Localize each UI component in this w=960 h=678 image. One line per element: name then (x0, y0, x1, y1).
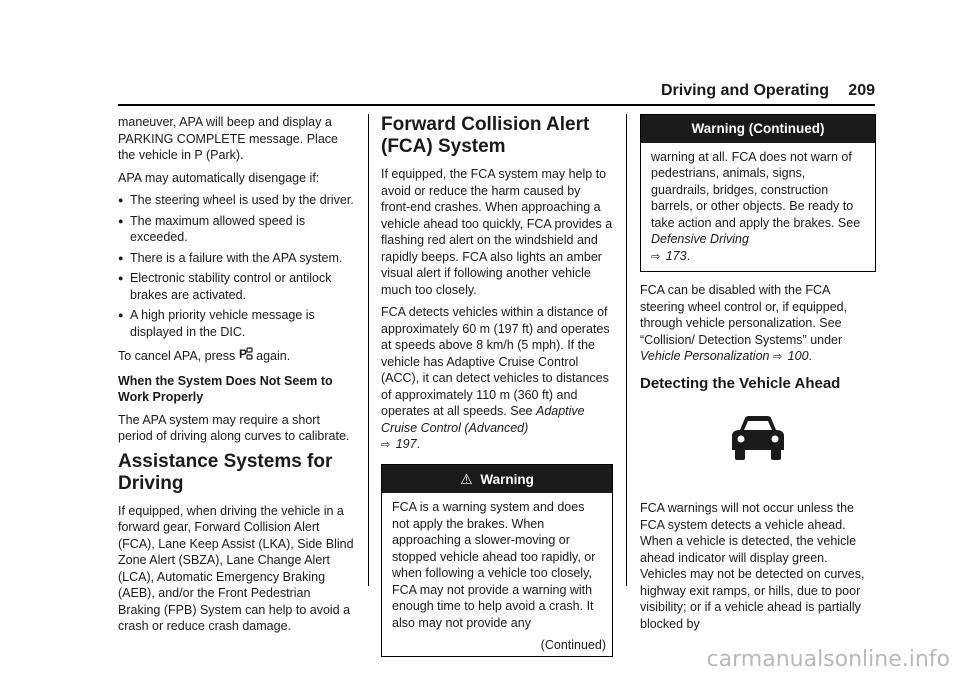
disengage-list (118, 192, 356, 340)
paragraph-text: FCA can be disabled with the FCA steering wheel control or, if equipped, through vehicle personalization. See “Collision/ Detection Systems” under (640, 283, 848, 347)
column-right (640, 114, 876, 638)
page-reference: 197 (395, 437, 417, 451)
page-header (118, 82, 875, 104)
heading-fca-system: Forward Collision Alert (FCA) System (381, 114, 590, 157)
warning-box (381, 464, 613, 657)
continued-label: (Continued) (540, 638, 606, 652)
paragraph: If equipped, the FCA system may help to avoid or reduce the harm caused by front-end crashes. When approaching a vehicle ahead too quickly, FCA provides a flashing red alert on the windshield and rapidly beeps. FCA also lights an amber visual alert if following another vehicle much too closely. (381, 167, 613, 297)
vehicle-ahead-icon-wrap (640, 414, 876, 478)
page-number: 209 (848, 82, 875, 99)
cancel-apa-paragraph (118, 346, 356, 367)
list-item: ● Electronic stability control or antilock brakes are activated. (118, 270, 356, 303)
paragraph: FCA detects vehicles within a distance of approximately 60 m (197 ft) and operates at speeds above 8 km/h (5 mph). If the vehicle has Adaptive Cruise Control (ACC), it can detect vehicles to distances of approximately 110 m (360 ft) and operates at all speeds. See Adaptive Cruise Control (Advanced) ⇨ 197. (381, 305, 610, 451)
subheading: When the System Does Not Seem to Work Properly (118, 373, 333, 404)
page-reference-arrow-icon: ⇨ (651, 250, 661, 263)
list-item: ● There is a failure with the APA system. (118, 250, 356, 267)
paragraph: If equipped, when driving the vehicle in a forward gear, Forward Collision Alert (FCA), Lane Keep Assist (LKA), Side Blind Zone Alert (SBZA), Lane Change Alert (LCA), Automatic Emergency Braking (AEB), and/or the Front Pedestrian Braking (FPB) System can help to avoid a crash or reduce crash damage. (118, 503, 354, 633)
list-item: ● A high priority vehicle message is displayed in the DIC. (118, 307, 356, 340)
vehicle-ahead-icon (728, 414, 788, 462)
warning-body (382, 493, 612, 637)
page-reference-arrow-icon: ⇨ (381, 439, 391, 451)
warning-triangle-icon: ⚠ (460, 470, 473, 487)
warning-header: Warning (Continued) (641, 115, 875, 143)
watermark: carmanualsonline.info (706, 647, 950, 672)
page-reference-arrow-icon: ⇨ (772, 351, 783, 363)
svg-text:P: P (238, 347, 247, 361)
warning-text: warning at all. FCA does not warn of pedestrians, animals, signs, guardrails, bridges, construction barrels, or other objects. Be ready to take action and apply the brakes. See Defensive Driving ⇨ 173. (651, 149, 861, 263)
column-divider (626, 114, 627, 586)
paragraph: The APA system may require a short period of driving along curves to calibrate. (118, 412, 350, 443)
header-rule (118, 104, 875, 106)
column-divider (368, 114, 369, 586)
warning-header (382, 465, 612, 494)
cancel-text-end: again. (256, 349, 291, 363)
column-middle (381, 114, 613, 657)
warning-box-continued (640, 114, 876, 272)
paragraph: maneuver, APA will beep and display a PARKING COMPLETE message. Place the vehicle in P (Park). (118, 115, 338, 162)
warning-title: Warning (480, 471, 534, 487)
paragraph: FCA can be disabled with the FCA steering wheel control or, if equipped, through vehicle personalization. See “Collision/ Detection Systems” under Vehicle Personalization ⇨ 100. (640, 283, 848, 363)
heading-assistance-systems: Assistance Systems for Driving (118, 450, 333, 494)
paragraph: FCA warnings will not occur unless the FCA system detects a vehicle ahead. When a vehicle is detected, the vehicle ahead indicator will display green. Vehicles may not be detected on curves, highway exit ramps, or hills, due to poor visibility; or if a vehicle ahead is partially blocked by (640, 501, 865, 631)
warning-text-body: warning at all. FCA does not warn of pedestrians, animals, signs, guardrails, bridges, construction barrels, or other objects. Be ready to take action and apply the brakes. See (651, 149, 861, 230)
warning-body (641, 143, 875, 272)
heading-detecting-vehicle: Detecting the Vehicle Ahead (640, 374, 841, 392)
list-item: ● The maximum allowed speed is exceeded. (118, 213, 356, 246)
page-reference: 100 (787, 349, 809, 363)
park-assist-icon (239, 346, 253, 367)
cross-reference: Vehicle Personalization (640, 349, 770, 363)
column-left (118, 114, 356, 641)
list-item: ● The steering wheel is used by the driver. (118, 192, 356, 209)
cross-reference: Adaptive Cruise Control (Advanced) (381, 404, 585, 435)
cross-reference: Defensive Driving (651, 232, 749, 246)
page-reference: 173 (665, 248, 687, 263)
paragraph: APA may automatically disengage if: (118, 170, 320, 185)
cancel-text: To cancel APA, press (118, 349, 236, 363)
warning-text: FCA is a warning system and does not apply the brakes. When approaching a slower-moving or stopped vehicle ahead too rapidly, or when following a vehicle too closely, FCA may not provide a warning with enough time to help avoid a crash. It also may not provide any (392, 500, 596, 630)
paragraph-text: FCA detects vehicles within a distance of approximately 60 m (197 ft) and operates at speeds above 8 km/h (5 mph). If the vehicle has Adaptive Cruise Control (ACC), it can detect vehicles to distances of approximately 110 m (360 ft) and operates at all speeds. See (381, 305, 610, 418)
section-title: Driving and Operating (660, 82, 829, 99)
